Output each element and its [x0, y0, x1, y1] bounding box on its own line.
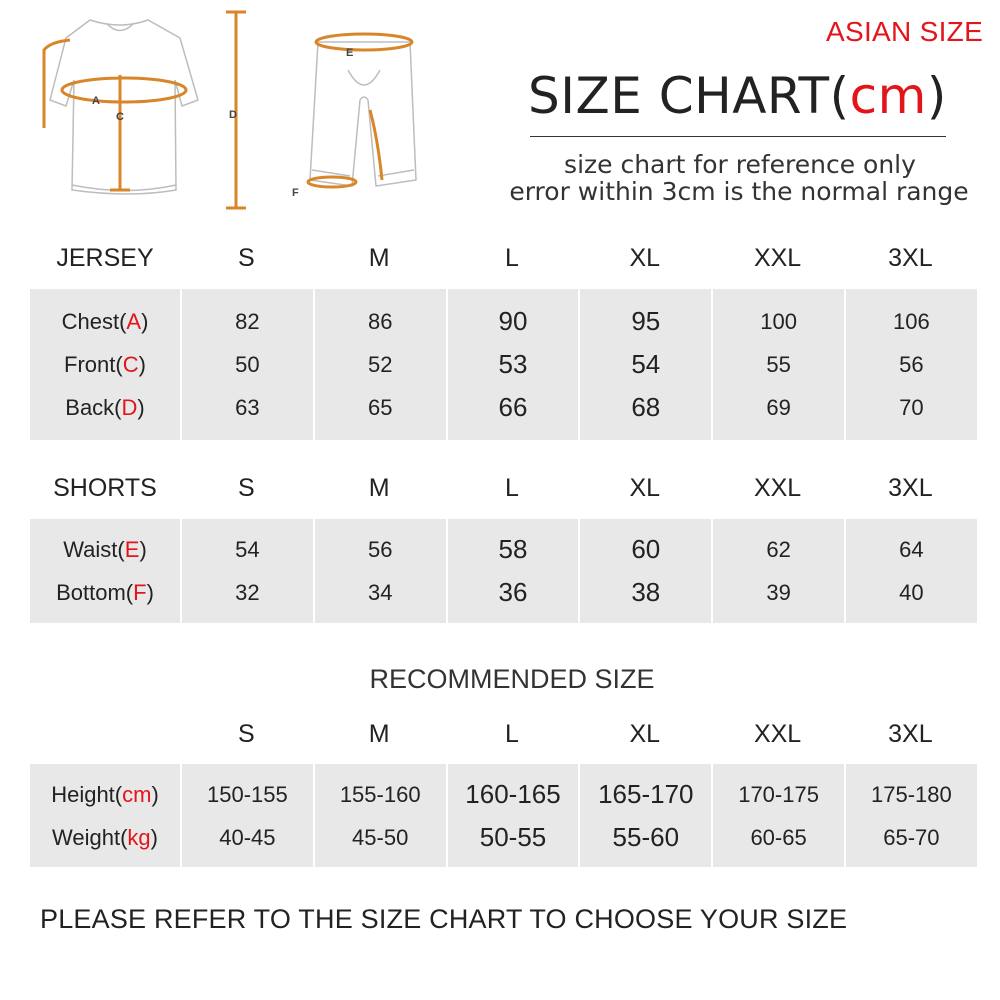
table-cell: 55-60 [612, 821, 680, 852]
table-cell: 95 [631, 306, 661, 336]
shorts-heading: SHORTS [53, 473, 157, 502]
size-column-l [446, 289, 579, 440]
size-column-xl [578, 519, 711, 623]
table-cell: 175-180 [871, 781, 952, 807]
size-column-xl [578, 289, 711, 440]
title-paren-open: ( [829, 67, 850, 125]
size-column-m [313, 289, 446, 440]
title-paren-close: ) [926, 67, 947, 125]
row-label: Weight(kg) [52, 824, 158, 850]
jersey-measurements-table [30, 289, 977, 440]
table-cell: 56 [899, 352, 924, 377]
row-label: Height(cm) [51, 781, 159, 807]
size-header: XL [629, 243, 661, 272]
table-cell: 65-70 [883, 824, 940, 850]
size-header: 3XL [888, 243, 933, 272]
table-cell: 106 [893, 309, 930, 334]
size-column-xl [578, 764, 711, 867]
table-cell: 150-155 [207, 781, 288, 807]
size-header: S [238, 243, 255, 272]
size-header: S [238, 719, 255, 748]
size-header: XXL [753, 473, 802, 502]
table-cell: 40 [899, 580, 924, 605]
title-unit: cm [849, 67, 927, 125]
table-cell: 60 [631, 534, 661, 564]
table-cell: 170-175 [738, 781, 819, 807]
error-note: error within 3cm is the normal range [509, 177, 969, 206]
size-column-s [180, 764, 313, 867]
jersey-label-a: A [92, 95, 100, 107]
size-header: S [238, 473, 255, 502]
size-header: L [505, 473, 519, 502]
table-cell: 55 [766, 352, 791, 377]
shorts-label-f: F [292, 187, 299, 199]
row-label: Waist(E) [63, 537, 147, 562]
shorts-diagram [292, 30, 428, 200]
table-cell: 58 [498, 534, 528, 564]
recommended-label-column [30, 764, 180, 867]
size-column-s [180, 289, 313, 440]
recommended-size-table [30, 764, 977, 867]
size-header: XL [629, 719, 661, 748]
table-cell: 70 [899, 395, 924, 420]
table-cell: 82 [235, 309, 260, 334]
table-cell: 36 [498, 577, 528, 607]
size-column-m [313, 519, 446, 623]
table-cell: 45-50 [352, 824, 409, 850]
shorts-outline [310, 42, 416, 186]
table-cell: 90 [498, 306, 528, 336]
table-cell: 62 [766, 537, 791, 562]
reference-note: size chart for reference only [564, 150, 916, 179]
shorts-header-row [30, 468, 977, 508]
size-column-3xl [844, 289, 977, 440]
jersey-label-d: D [229, 109, 237, 121]
table-cell: 86 [367, 309, 393, 334]
table-cell: 69 [766, 395, 791, 420]
shorts-label-e: E [346, 47, 354, 59]
table-cell: 66 [498, 392, 528, 422]
size-column-3xl [844, 764, 977, 867]
table-cell: 54 [631, 349, 661, 379]
table-cell: 160-165 [465, 778, 561, 809]
size-header: 3XL [888, 473, 933, 502]
size-column-xxl [711, 519, 844, 623]
table-cell: 63 [235, 395, 260, 420]
footer-note: PLEASE REFER TO THE SIZE CHART TO CHOOSE YOUR SIZE [40, 904, 848, 934]
table-cell: 60-65 [750, 824, 807, 850]
size-header: 3XL [888, 719, 933, 748]
size-header: XXL [753, 719, 802, 748]
jersey-diagram [30, 10, 250, 210]
table-cell: 65 [367, 395, 393, 420]
size-header: XL [629, 473, 661, 502]
table-cell: 53 [498, 349, 528, 379]
recommended-size-heading: RECOMMENDED SIZE [369, 664, 655, 694]
shorts-measurements-table [30, 519, 977, 623]
table-cell: 50 [235, 352, 260, 377]
size-column-xxl [711, 764, 844, 867]
shorts-label-column [30, 519, 180, 623]
jersey-header-row [30, 238, 977, 278]
size-column-l [446, 519, 579, 623]
table-cell: 54 [235, 537, 260, 562]
table-cell: 100 [760, 309, 797, 334]
row-label: Chest(A) [61, 309, 149, 334]
table-cell: 50-55 [479, 821, 547, 852]
size-column-s [180, 519, 313, 623]
table-cell: 68 [631, 392, 661, 422]
table-cell: 56 [367, 537, 393, 562]
size-column-xxl [711, 289, 844, 440]
size-header: M [368, 243, 390, 272]
table-cell: 32 [235, 580, 260, 605]
table-cell: 39 [766, 580, 791, 605]
table-cell: 52 [367, 352, 393, 377]
size-column-m [313, 764, 446, 867]
recommended-header-row [30, 714, 977, 754]
size-header: L [505, 719, 519, 748]
table-cell: 64 [899, 537, 924, 562]
asian-size-badge: ASIAN SIZE [826, 16, 984, 47]
jersey-label-column [30, 289, 180, 440]
jersey-outline [50, 20, 198, 194]
table-cell: 34 [367, 580, 393, 605]
row-label: Back(D) [65, 395, 145, 420]
size-column-l [446, 764, 579, 867]
jersey-label-c: C [116, 111, 124, 123]
size-header: M [368, 719, 390, 748]
size-column-3xl [844, 519, 977, 623]
table-cell: 155-160 [339, 781, 421, 807]
size-header: L [505, 243, 519, 272]
jersey-heading: JERSEY [56, 243, 154, 272]
table-cell: 165-170 [598, 778, 694, 809]
size-header: M [368, 473, 390, 502]
table-cell: 40-45 [219, 824, 276, 850]
page-title [528, 66, 948, 126]
row-label: Bottom(F) [56, 580, 154, 605]
table-cell: 38 [631, 577, 661, 607]
row-label: Front(C) [64, 352, 146, 377]
title-main: SIZE CHART [528, 67, 830, 125]
title-underline [530, 136, 946, 137]
size-header: XXL [753, 243, 802, 272]
